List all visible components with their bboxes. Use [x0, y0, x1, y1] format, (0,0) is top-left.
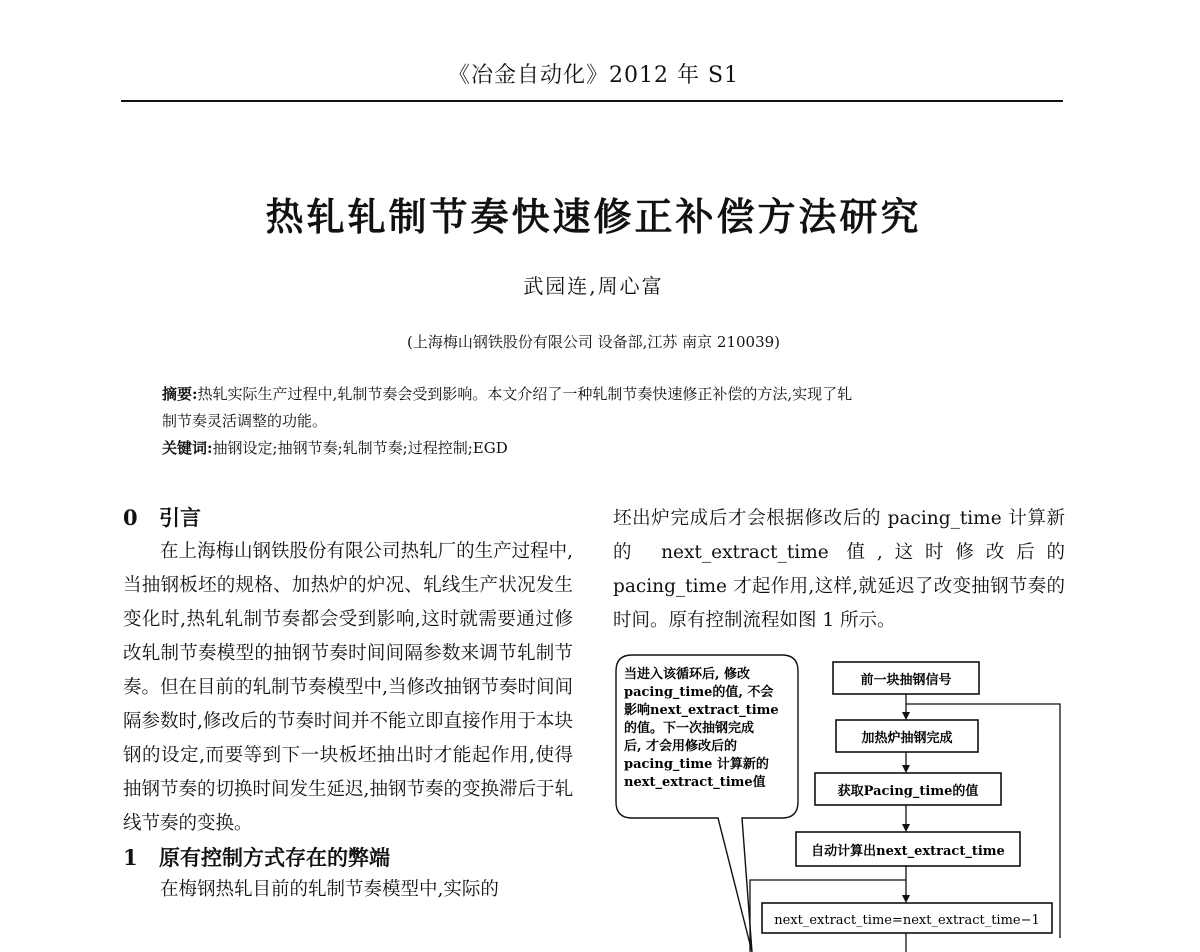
section-1-paragraph-start: 在梅钢热轧目前的轧制节奏模型中,实际的	[160, 879, 499, 900]
flow-arrowhead-3	[902, 824, 910, 832]
abstract-line-2: 制节奏灵活调整的功能。	[162, 412, 328, 430]
abstract-label: 摘要:	[162, 385, 198, 403]
flow-box-3-label: 获取Pacing_time的值	[837, 784, 979, 799]
paper-affiliation: (上海梅山钢铁股份有限公司 设备部,江苏 南京 210039)	[406, 333, 781, 351]
flow-box-4-label: 自动计算出next_extract_time	[811, 844, 1005, 859]
section-0-number: 0	[123, 505, 138, 530]
note-line-4: 的值。下一次抽钢完成	[624, 721, 755, 736]
keywords-label: 关键词:	[162, 439, 213, 457]
flow-arrowhead-2	[902, 765, 910, 773]
flow-box-1-label: 前一块抽钢信号	[860, 673, 952, 688]
note-line-6: pacing_time 计算新的	[624, 757, 769, 772]
flow-box-2-label: 加热炉抽钢完成	[861, 731, 953, 746]
note-line-3: 影响next_extract_time	[624, 703, 779, 718]
journal-header: 《冶金自动化》2012 年 S1	[447, 63, 740, 88]
flow-arrowhead-1	[902, 712, 910, 720]
note-line-5: 后, 才会用修改后的	[624, 739, 738, 754]
section-1-number: 1	[123, 845, 138, 870]
note-line-2: pacing_time的值, 不会	[624, 685, 774, 700]
note-line-7: next_extract_time值	[624, 775, 766, 790]
note-line-1: 当进入该循环后, 修改	[624, 667, 751, 682]
section-0-title: 引言	[159, 506, 201, 530]
section-0-paragraph: 在上海梅山钢铁股份有限公司热轧厂的生产过程中,当抽钢板坯的规格、加热炉的炉况、轧线生产状况发生变化时,热轧轧制节奏都会受到影响,这时就需要通过修改轧制节奏模型的抽钢节奏时间间隔参数来调节轧制节奏。但在目前的轧制节奏模型中,当修改抽钢节奏时间间隔参数时,修改后的节奏时间并不能立即直接作用于本块钢的设定,而要等到下一块板坯抽出时才能起作用,使得抽钢节奏的切换时间发生延迟,抽钢节奏的变换滞后于轧线节奏的变换。	[123, 541, 573, 834]
keywords-text: 抽钢设定;抽钢节奏;轧制节奏;过程控制;EGD	[212, 439, 508, 457]
paper-title: 热轧轧制节奏快速修正补偿方法研究	[265, 195, 922, 239]
section-1-title: 原有控制方式存在的弊端	[159, 846, 390, 870]
flow-arrowhead-4	[902, 895, 910, 903]
flow-box-5-label: next_extract_time=next_extract_time−1	[774, 913, 1040, 928]
paper-authors: 武园连,周心富	[523, 274, 664, 298]
right-column-paragraph: 坯出炉完成后才会根据修改后的 pacing_time 计算新的 next_extract_time 值,这时修改后的 pacing_time 才起作用,这样,就延迟了改变抽钢节奏的时间。原有控制流程如图 1 所示。	[613, 508, 1065, 631]
abstract-text-1: 热轧实际生产过程中,轧制节奏会受到影响。本文介绍了一种轧制节奏快速修正补偿的方法,实现了轧	[197, 385, 853, 403]
